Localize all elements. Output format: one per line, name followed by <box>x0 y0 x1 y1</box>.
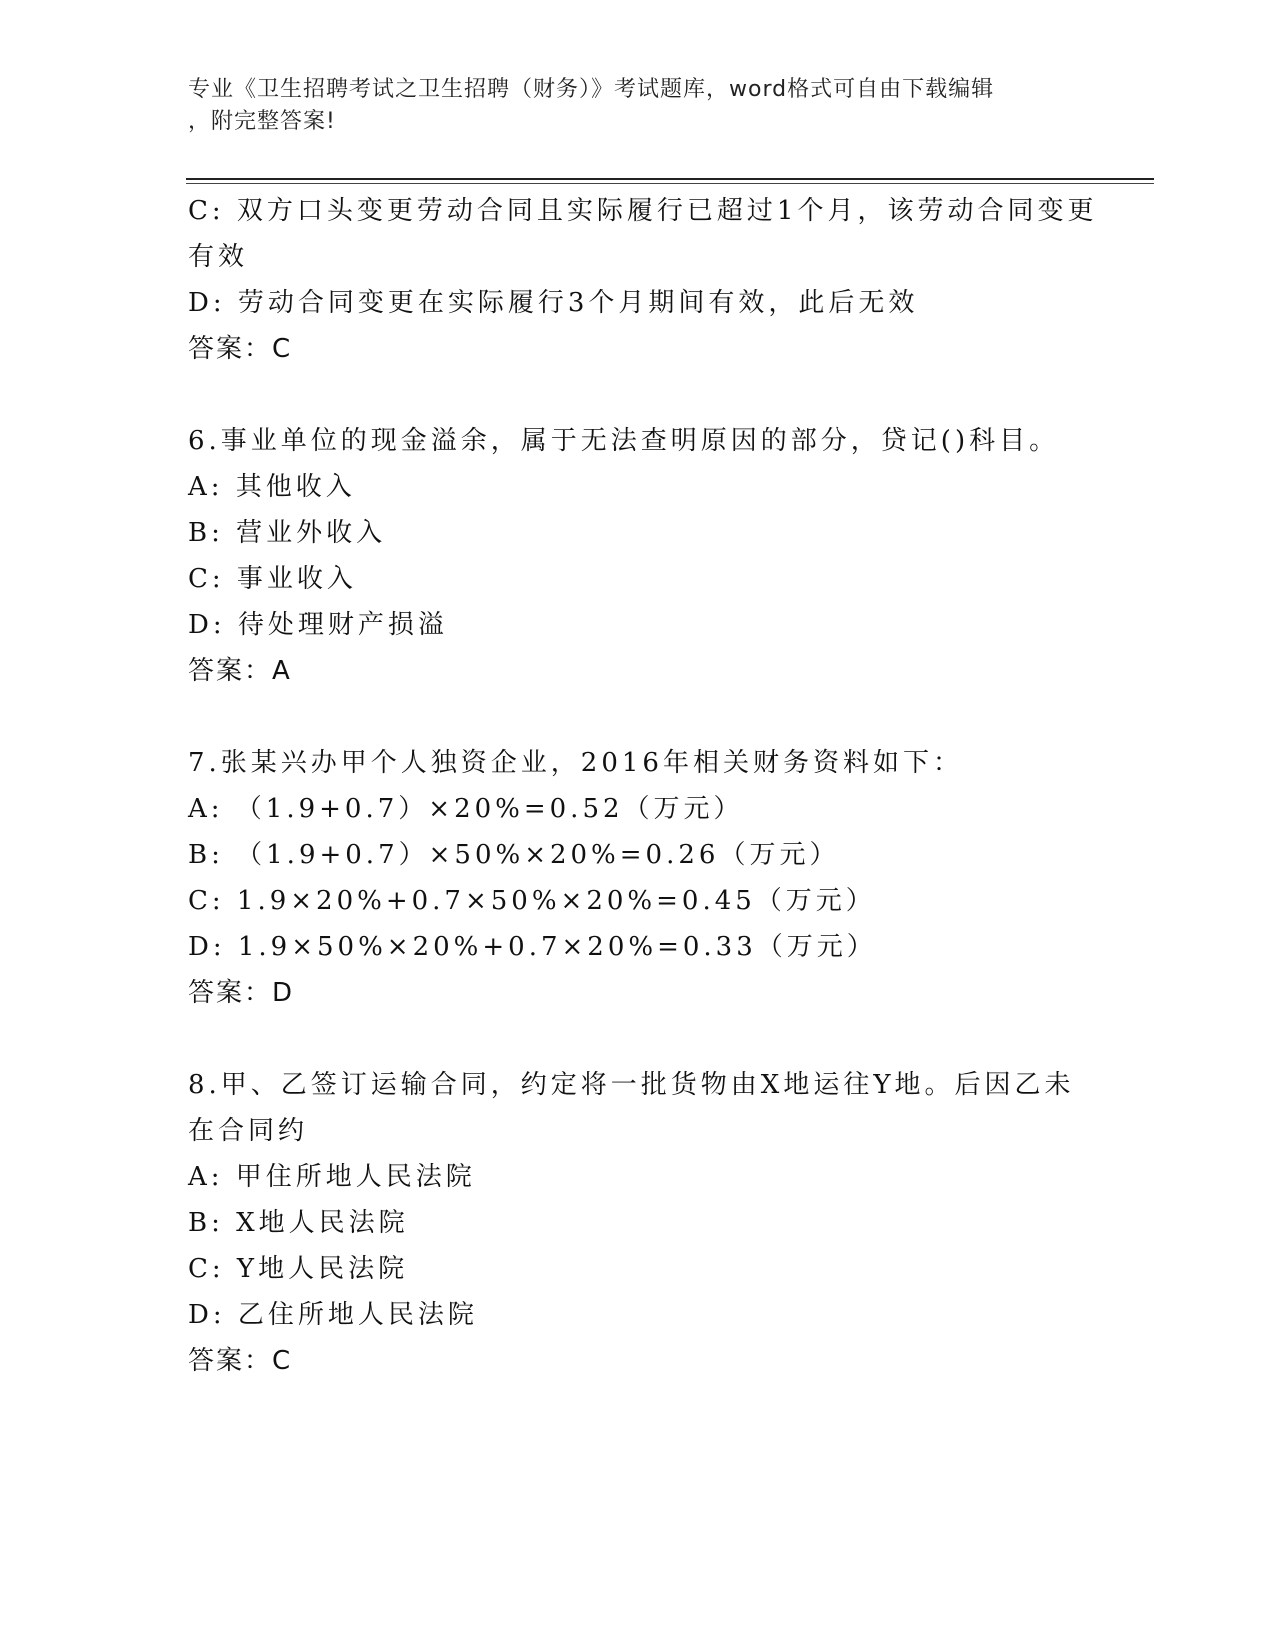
option-a: A: 其他收入 <box>188 472 356 502</box>
answer: 答案：C <box>188 1346 293 1376</box>
question-5-continued <box>188 188 1098 372</box>
option-d: D: 乙住所地人民法院 <box>188 1300 478 1330</box>
option-c: C: 1.9×20%+0.7×50%×20%=0.45（万元） <box>188 886 876 916</box>
option-d: D: 待处理财产损溢 <box>188 610 448 640</box>
answer: 答案：A <box>188 656 292 686</box>
option-b: B: X地人民法院 <box>188 1208 409 1238</box>
question-8 <box>188 1062 1088 1384</box>
option-a: A: 甲住所地人民法院 <box>188 1162 476 1192</box>
spacer <box>188 694 1088 740</box>
question-list <box>188 188 1098 1384</box>
header-divider-thick <box>186 178 1154 180</box>
option-c: C: Y地人民法院 <box>188 1254 409 1284</box>
header-line-2: ，附完整答案! <box>188 109 336 134</box>
question-text-line-2: 在合同约 <box>188 1116 309 1146</box>
question-6 <box>188 418 1088 694</box>
option-c-line-2: 有效 <box>188 242 249 272</box>
option-c: C: 事业收入 <box>188 564 357 594</box>
page-header <box>188 74 1068 138</box>
header-divider-thin <box>186 183 1154 184</box>
option-c-line-1: C: 双方口头变更劳动合同且实际履行已超过1个月，该劳动合同变更 <box>188 196 1098 226</box>
option-b: B: （1.9+0.7）×50%×20%=0.26（万元） <box>188 840 840 870</box>
question-7 <box>188 740 1088 1016</box>
question-text: 6.事业单位的现金溢余，属于无法查明原因的部分，贷记()科目。 <box>188 426 1060 456</box>
answer: 答案：C <box>188 334 293 364</box>
option-d: D: 劳动合同变更在实际履行3个月期间有效，此后无效 <box>188 288 919 318</box>
spacer <box>188 372 1088 418</box>
question-text-line-1: 8.甲、乙签订运输合同，约定将一批货物由X地运往Y地。后因乙未 <box>188 1070 1075 1100</box>
spacer <box>188 1016 1088 1062</box>
option-a: A: （1.9+0.7）×20%=0.52（万元） <box>188 794 744 824</box>
answer: 答案：D <box>188 978 295 1008</box>
header-line-1: 专业《卫生招聘考试之卫生招聘（财务）》考试题库，word格式可自由下载编辑 <box>188 77 995 102</box>
option-d: D: 1.9×50%×20%+0.7×20%=0.33（万元） <box>188 932 877 962</box>
question-text: 7.张某兴办甲个人独资企业，2016年相关财务资料如下： <box>188 748 963 778</box>
option-b: B: 营业外收入 <box>188 518 387 548</box>
